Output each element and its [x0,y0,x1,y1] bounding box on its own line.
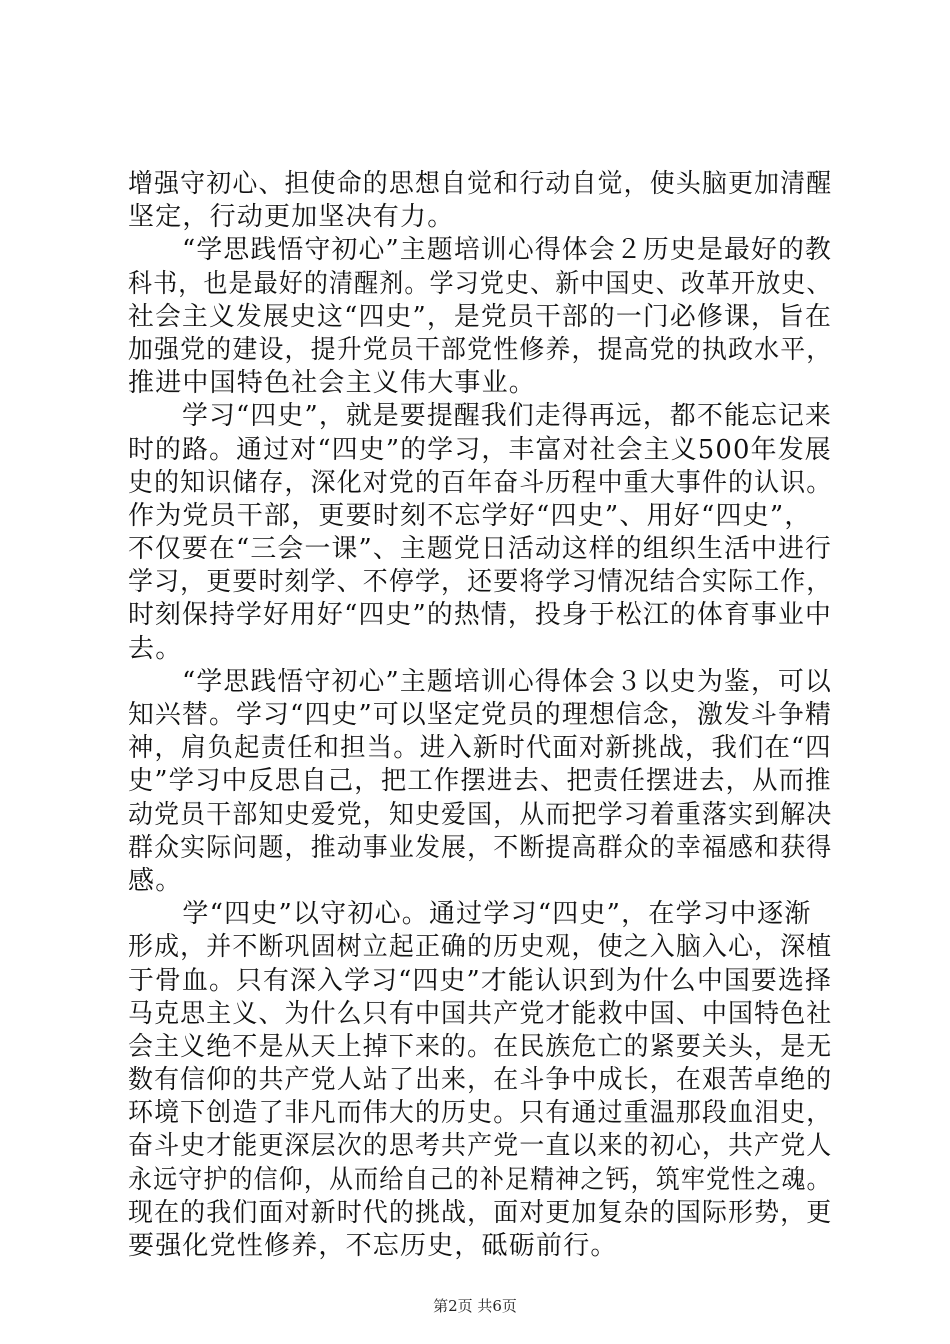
text-line: “学思践悟守初心”主题培训心得体会２历史是最好的教 [128,235,832,266]
text-line: 增强守初心、担使命的思想自觉和行动自觉，使头脑更加清醒 [128,169,833,199]
text-line: 去。 [128,633,183,664]
text-line: 现在的我们面对新时代的挑战，面对更加复杂的国际形势，更 [128,1197,833,1228]
page-number-footer: 第2页 共6页 [433,1297,517,1315]
text-line: 社会主义发展史这“四史”，是党员干部的一门必修课，旨在 [128,301,832,332]
body-text [128,168,832,1263]
text-line: 感。 [128,865,183,896]
text-line: 时刻保持学好用好“四史”的热情，投身于松江的体育事业中 [128,600,832,631]
text-line: 史的知识储存，深化对党的百年奋斗历程中重大事件的认识。 [128,467,833,498]
text-line: 环境下创造了非凡而伟大的历史。只有通过重温那段血泪史， [128,1098,833,1129]
text-line: 不仅要在“三会一课”、主题党日活动这样的组织生活中进行 [128,534,832,565]
text-line: 神，肩负起责任和担当。进入新时代面对新挑战，我们在“四 [128,733,832,764]
text-line: 加强党的建设，提升党员干部党性修养，提高党的执政水平， [128,334,833,365]
text-line: 群众实际问题，推动事业发展，不断提高群众的幸福感和获得 [128,832,833,863]
text-line: 知兴替。学习“四史”可以坚定党员的理想信念，激发斗争精 [128,700,832,730]
text-line: 于骨血。只有深入学习“四史”才能认识到为什么中国要选择 [128,965,832,996]
text-line: 奋斗史才能更深层次的思考共产党一直以来的初心，共产党人 [128,1131,833,1162]
text-line: 马克思主义、为什么只有中国共产党才能救中国、中国特色社 [128,998,833,1029]
text-line: 时的路。通过对“四史”的学习，丰富对社会主义500年发展 [128,434,832,465]
text-line: 推进中国特色社会主义伟大事业。 [128,368,537,399]
text-line: 形成，并不断巩固树立起正确的历史观，使之入脑入心，深植 [128,932,833,963]
text-line: 坚定，行动更加坚决有力。 [128,202,455,233]
text-line: 要强化党性修养，不忘历史，砥砺前行。 [128,1231,618,1261]
text-line: 会主义绝不是从天上掉下来的。在民族危亡的紧要关头，是无 [128,1031,833,1062]
text-line: 作为党员干部，更要时刻不忘学好“四史”、用好“四史”， [128,500,812,531]
text-line: “学思践悟守初心”主题培训心得体会３以史为鉴，可以 [128,666,832,697]
text-line: 学习“四史”，就是要提醒我们走得再远，都不能忘记来 [128,401,832,432]
text-line: 数有信仰的共产党人站了出来，在斗争中成长，在艰苦卓绝的 [128,1065,833,1096]
text-line: 动党员干部知史爱党，知史爱国，从而把学习着重落实到解决 [128,799,833,830]
text-line: 学习，更要时刻学、不停学，还要将学习情况结合实际工作， [128,567,833,598]
text-line: 科书，也是最好的清醒剂。学习党史、新中国史、改革开放史、 [128,268,832,299]
text-line: 学“四史”以守初心。通过学习“四史”，在学习中逐渐 [128,899,812,930]
text-line: 永远守护的信仰，从而给自己的补足精神之钙，筑牢党性之魂。 [128,1164,832,1195]
text-line: 史”学习中反思自己，把工作摆进去、把责任摆进去，从而推 [128,766,832,797]
